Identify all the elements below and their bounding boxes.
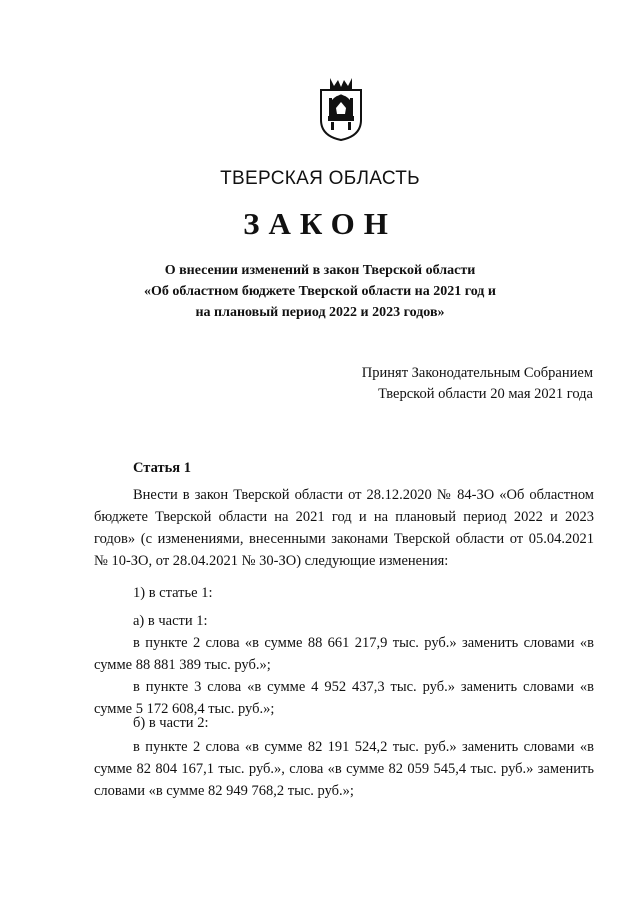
coat-of-arms-emblem [318, 76, 364, 142]
adoption-note-line: Тверской области 20 мая 2021 года [378, 386, 593, 402]
document-type: ЗАКОН [243, 206, 397, 241]
subitem-a-point-2: в пункте 2 слова «в сумме 88 661 217,9 тыс. руб.» заменить словами «в сумме 88 881 389 тыс. руб.»; [94, 635, 594, 673]
law-title-line: на плановый период 2022 и 2023 годов» [195, 305, 445, 320]
law-title [120, 260, 520, 323]
subitem-b-point-2: в пункте 2 слова «в сумме 82 191 524,2 тыс. руб.» заменить словами «в сумме 82 804 167,1 тыс. руб.», слова «в сумме 82 059 545,4 тыс. руб.» заменить словами «в сумме 82 949 768,2 тыс. руб.»; [94, 739, 594, 799]
item-1: 1) в статье 1: [133, 585, 213, 601]
adoption-note [313, 363, 593, 405]
law-title-line: «Об областном бюджете Тверской области на 2021 год и [144, 284, 496, 299]
subitem-a: а) в части 1: [133, 613, 208, 629]
subitem-b: б) в части 2: [133, 715, 209, 731]
subitem-a-point-3: в пункте 3 слова «в сумме 4 952 437,3 тыс. руб.» заменить словами «в сумме 5 172 608,4 тыс. руб.»; [94, 679, 594, 717]
law-title-line: О внесении изменений в закон Тверской области [164, 263, 476, 278]
adoption-note-line: Принят Законодательным Собранием [361, 365, 593, 381]
intro-paragraph: Внести в закон Тверской области от 28.12.2020 № 84-ЗО «Об областном бюджете Тверской области на 2021 год и на плановый период 2022 и 2023 годов» (с изменениями, внесенными законами Тверской области от 05.04.2021 № 10-ЗО, от 28.04.2021 № 30-ЗО) следующие изменения: [94, 487, 594, 569]
article-heading: Статья 1 [133, 460, 191, 476]
region-name: ТВЕРСКАЯ ОБЛАСТЬ [220, 168, 420, 189]
